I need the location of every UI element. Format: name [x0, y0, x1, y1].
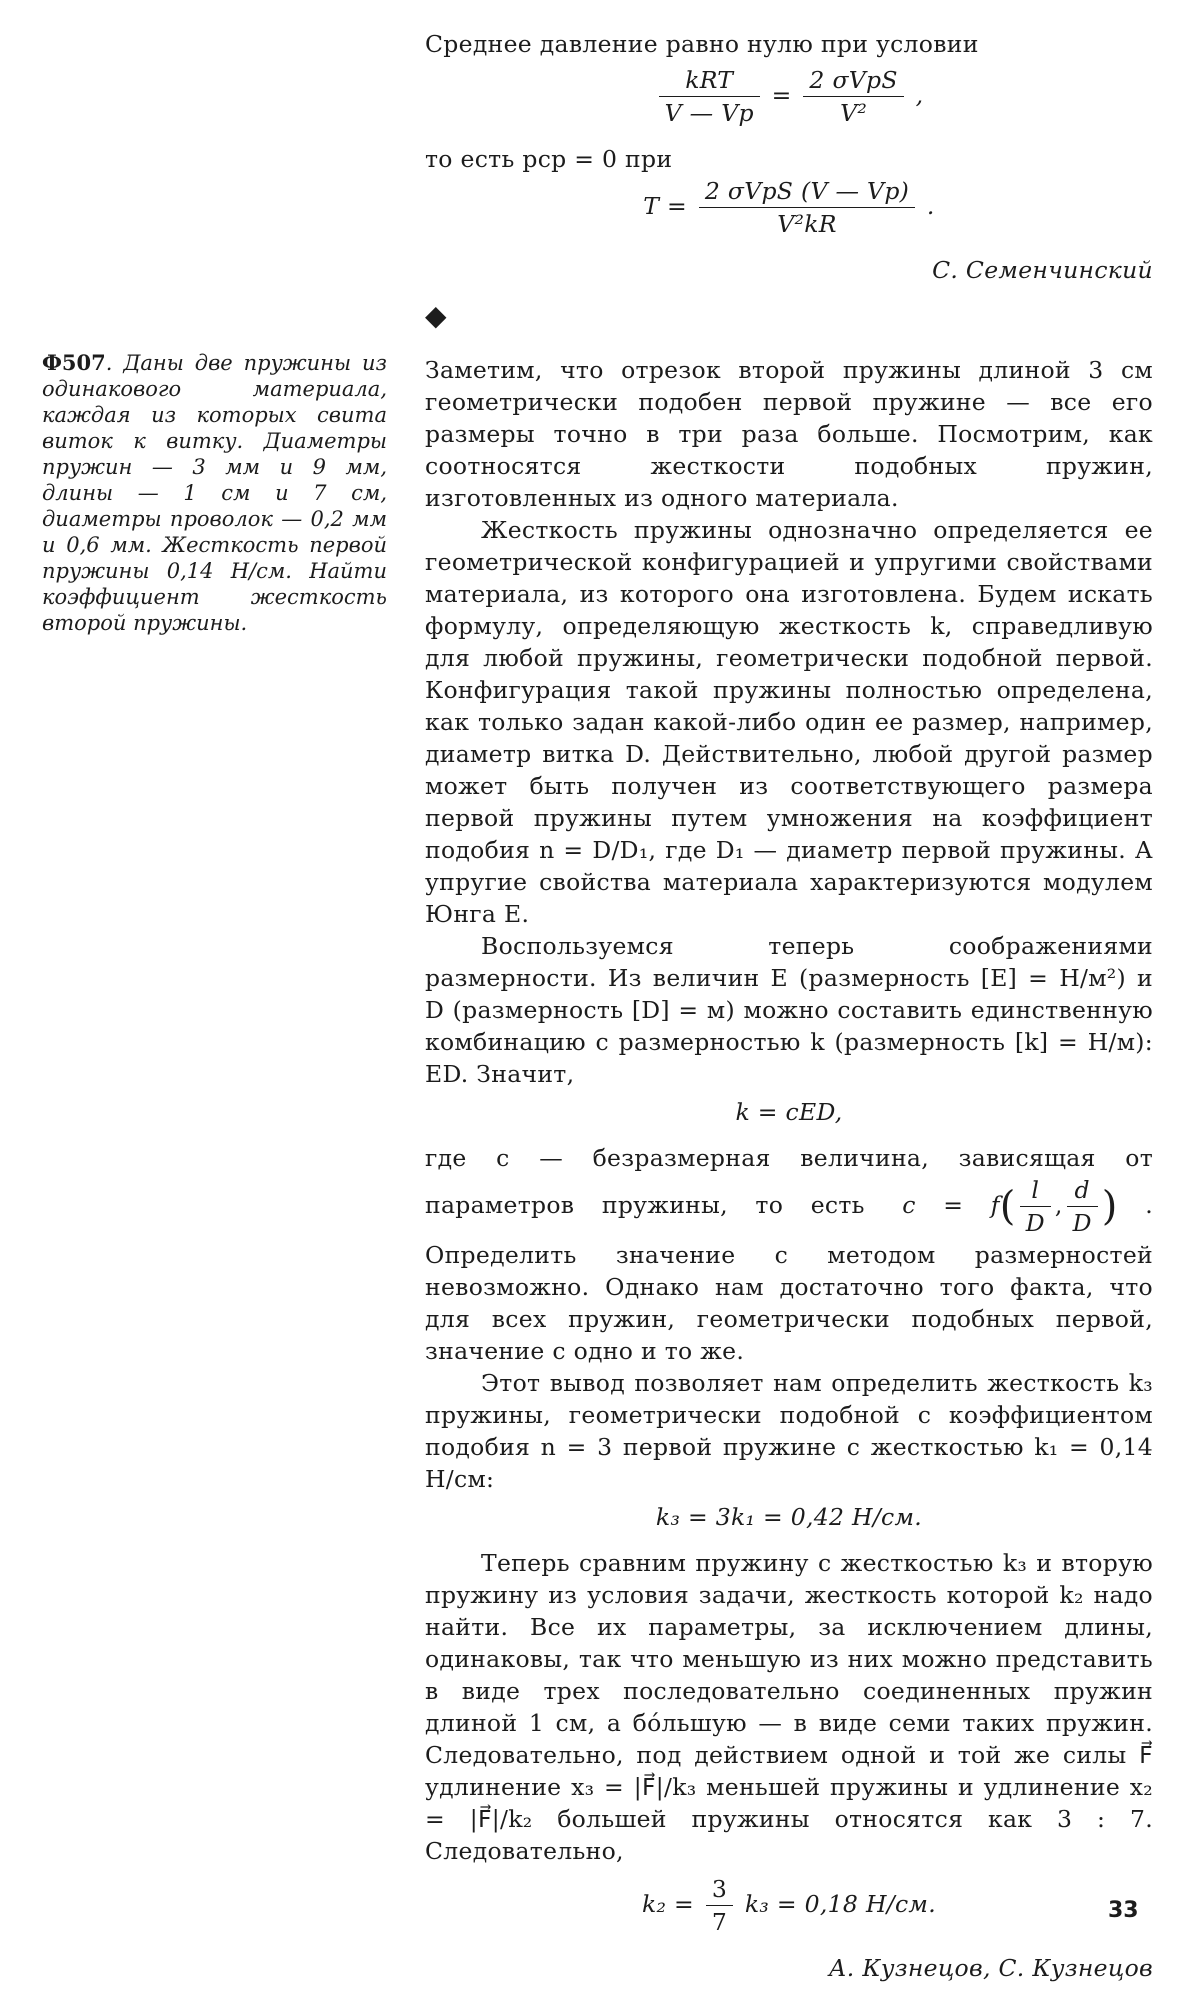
solution-paragraph-4 — [425, 1142, 1153, 1367]
p4-fraction-1 — [1020, 1174, 1051, 1239]
p4-fraction-2 — [1067, 1174, 1098, 1239]
eq1-rhs-denominator: V² — [840, 99, 868, 127]
equation-k2 — [425, 1873, 1153, 1938]
eq-k2-numerator: 3 — [706, 1873, 733, 1906]
eq2-denominator: V²kR — [777, 210, 837, 238]
equation-k3: k₃ = 3k₁ = 0,42 Н/см. — [655, 1503, 923, 1531]
solution-paragraph-1: Заметим, что отрезок второй пружины длиной 3 см геометрически подобен первой пружине — все его размеры точно в три раза больше. Посмотрим, как соотносятся жесткости подобных пружин, изготовленных из одного материала. — [425, 356, 1153, 512]
signature-kuznetsov: А. Кузнецов, С. Кузнецов — [828, 1954, 1153, 1982]
equation-1: $\frac{\text{kRT}}{V — Vр}$ = $\frac{\text{2 σVрS}}{\text{V²}}$ , — [425, 64, 1153, 129]
p4-function: c = f( $\frac{l}{D}$ , $\frac{d}{D}$ ) — [902, 1176, 1118, 1237]
equation-k: k = cED, — [735, 1098, 843, 1126]
p4-f2-den: D — [1072, 1209, 1092, 1237]
intro-text: Среднее давление равно нулю при условии — [425, 30, 979, 58]
eq-k2-fraction — [706, 1873, 733, 1938]
eq2-lhs: T = — [643, 192, 688, 220]
eq1-lhs-numerator: kRT — [659, 64, 760, 97]
p4-post-text: . Определить значение c методом размерностей невозможно. Однако нам достаточно того факта, что для всех пружин, геометрически подобных первой, значение c одно и то же. — [425, 1191, 1154, 1365]
signature-semenchinsky: С. Семенчинский — [932, 256, 1153, 284]
solution-paragraph-6: Теперь сравним пружину с жесткостью k₃ и вторую пружину из условия задачи, жесткость которой k₂ надо найти. Все их параметры, за исключением длины, одинаковы, так что меньшую из них можно представить в виде трех последовательно соединенных пружин длиной 1 см, а бо́льшую — в виде семи таких пружин. Следовательно, под действием одной и той же силы F⃗ удлинение x₃ = |F⃗|/k₃ меньшей пружины и удлинение x₂ = |F⃗|/k₂ большей пружины относятся как 3 : 7. Следовательно, — [425, 1549, 1153, 1865]
problem-label: Ф507 — [42, 350, 106, 375]
eq1-rhs-fraction — [803, 64, 903, 129]
eq1-rhs-numerator: 2 σVрS — [803, 64, 903, 97]
solution-paragraph-5: Этот вывод позволяет нам определить жесткость k₃ пружины, геометрически подобной с коэффициентом подобия n = 3 первой пружине с жесткостью k₁ = 0,14 Н/см: — [425, 1369, 1153, 1493]
eq-k2-rhs: k₃ = 0,18 Н/см. — [744, 1890, 936, 1918]
page-number: 33 — [1108, 1898, 1139, 1923]
eq1-tail: , — [915, 81, 924, 109]
p4-c-eq: c = f — [902, 1191, 1000, 1219]
eq-k2-denominator: 7 — [711, 1908, 728, 1936]
p4-f2-num: d — [1067, 1174, 1098, 1207]
p4-pre-text: где c — безразмерная величина, зависящая от параметров пружины, то есть — [425, 1144, 1153, 1219]
eq1-lhs-fraction — [659, 64, 760, 129]
eq2-tail: . — [926, 192, 935, 220]
problem-text: . Даны две пружины из одинакового материала, каждая из которых свита виток к витку. Диаметры пружин — 3 мм и 9 мм, длины — 1 см и 7 см, диаметры проволок — 0,2 мм и 0,6 мм. Жесткость первой пружины 0,14 Н/см. Найти коэффициент жесткость второй пружины. — [42, 351, 387, 635]
p4-f1-num: l — [1020, 1174, 1051, 1207]
main-column — [425, 28, 1153, 1994]
eq2-fraction — [699, 175, 915, 240]
section-separator-icon: ◆ — [425, 299, 447, 332]
eq2-numerator: 2 σVрS (V — Vр) — [699, 175, 915, 208]
solution-paragraph-3: Воспользуемся теперь соображениями размерности. Из величин E (размерность [E] = Н/м²) и D (размерность [D] = м) можно составить единственную комбинацию с размерностью k (размерность [k] = Н/м): ED. Значит, — [425, 932, 1153, 1088]
eq-k2-lhs: k₂ = — [642, 1890, 695, 1918]
problem-statement — [42, 350, 387, 636]
solution-paragraph-2: Жесткость пружины однозначно определяется ее геометрической конфигурацией и упругими свойствами материала, из которого она изготовлена. Будем искать формулу, определяющую жесткость k, справедливую для любой пружины, геометрически подобной первой. Конфигурация такой пружины полностью определена, как только задан какой-либо один ее размер, например, диаметр витка D. Действительно, любой другой размер может быть получен из соответствующего размера первой пружины путем умножения на коэффициент подобия n = D/D₁, где D₁ — диаметр первой пружины. А упругие свойства материала характеризуются модулем Юнга E. — [425, 516, 1153, 928]
then-text: то есть pср = 0 при — [425, 145, 673, 173]
eq1-lhs-denominator: V — Vр — [664, 99, 754, 127]
p4-f1-den: D — [1025, 1209, 1045, 1237]
equation-2 — [425, 175, 1153, 240]
